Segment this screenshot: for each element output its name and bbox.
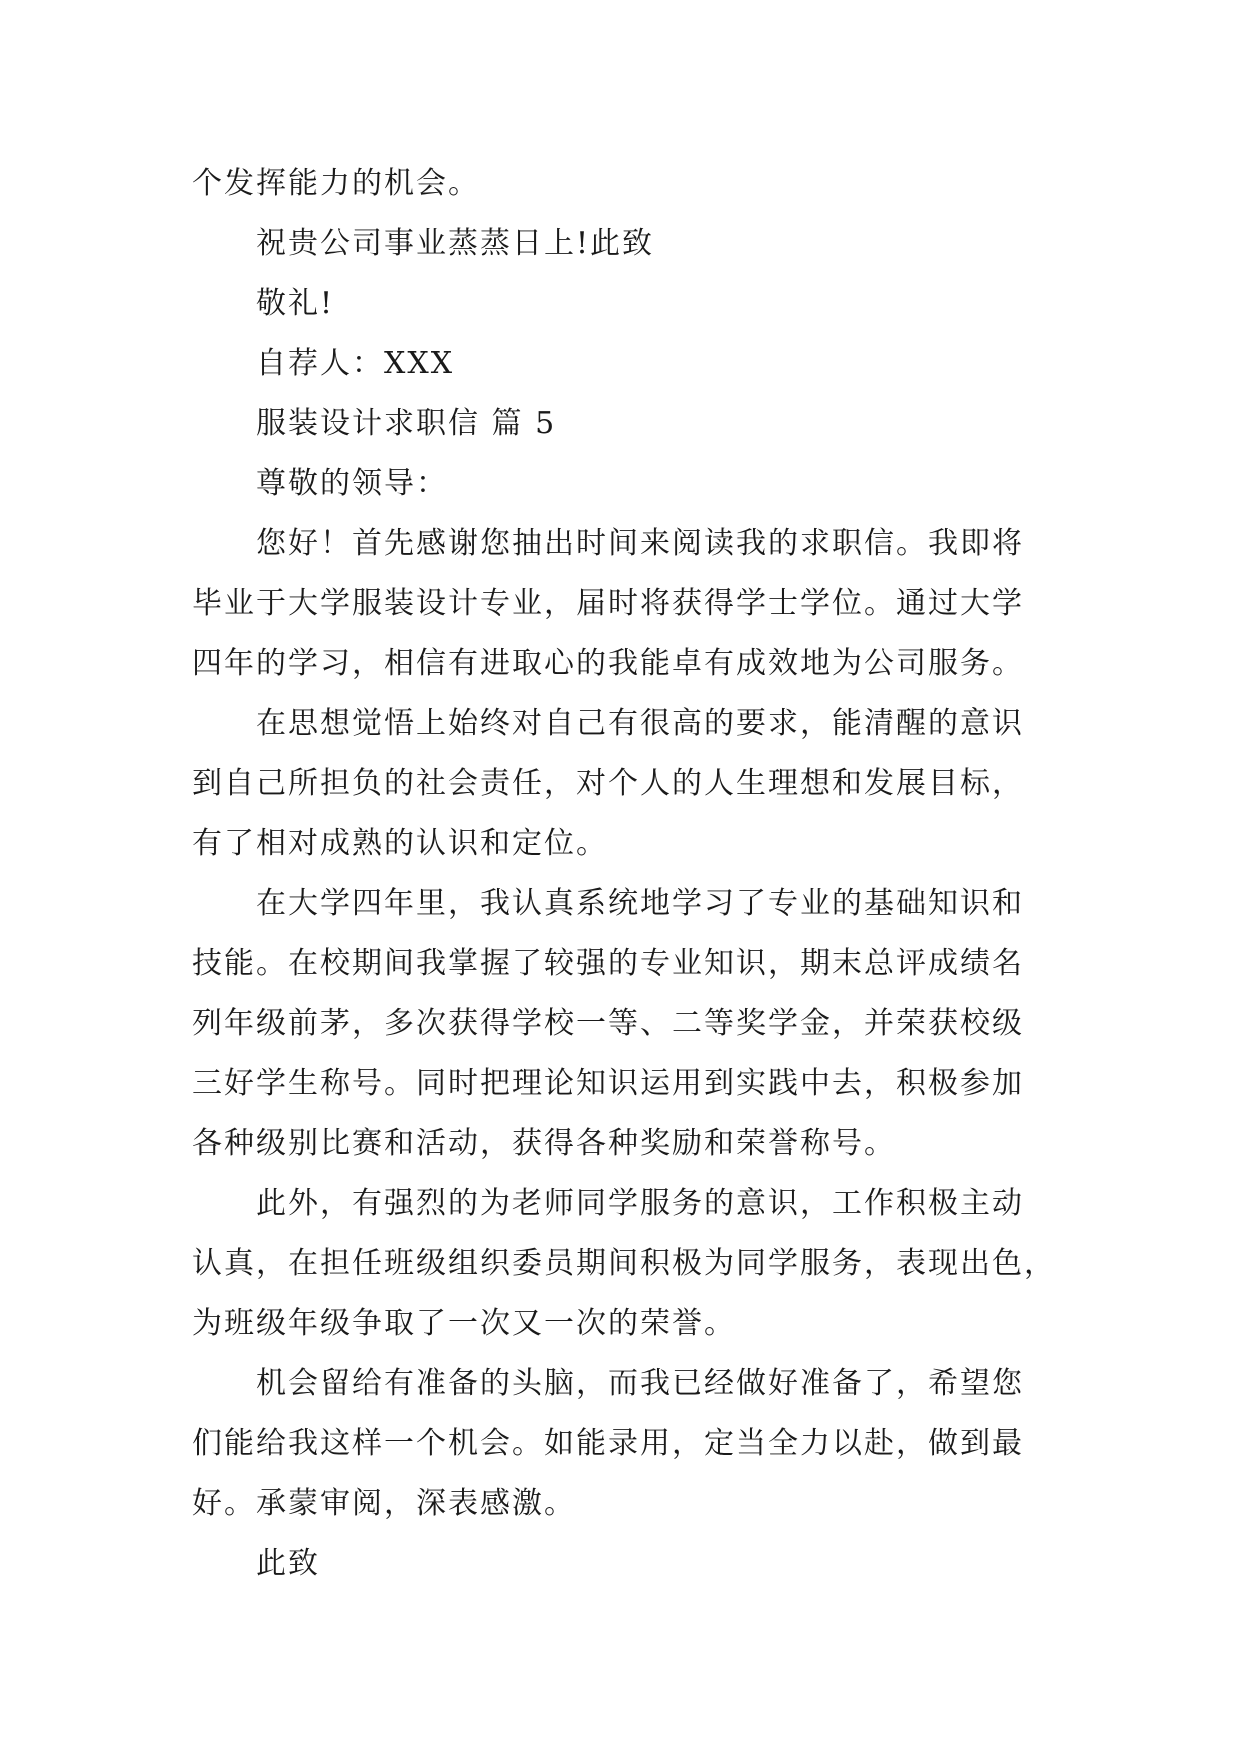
text-line: 祝贵公司事业蒸蒸日上!此致	[256, 226, 655, 261]
text-line: 有了相对成熟的认识和定位。	[192, 826, 608, 861]
text-line: 机会留给有准备的头脑，而我已经做好准备了，希望您	[256, 1366, 1024, 1401]
text-line: 好。承蒙审阅，深表感激。	[192, 1486, 576, 1521]
text-line: 到自己所担负的社会责任，对个人的人生理想和发展目标，	[192, 766, 1024, 801]
text-line: 认真，在担任班级组织委员期间积极为同学服务，表现出色，	[192, 1246, 1056, 1281]
document-body	[192, 154, 1072, 1594]
text-line: 敬礼!	[256, 286, 335, 321]
text-line: 四年的学习，相信有进取心的我能卓有成效地为公司服务。	[192, 646, 1024, 681]
text-line: 尊敬的领导：	[256, 466, 448, 501]
text-line: 您好！首先感谢您抽出时间来阅读我的求职信。我即将	[256, 526, 1024, 561]
text-line: 个发挥能力的机会。	[192, 166, 480, 201]
text-line: 列年级前茅，多次获得学校一等、二等奖学金，并荣获校级	[192, 1006, 1024, 1041]
text-line: 服装设计求职信 篇 5	[256, 406, 557, 441]
text-line: 们能给我这样一个机会。如能录用，定当全力以赴，做到最	[192, 1426, 1024, 1461]
text-line: 在大学四年里，我认真系统地学习了专业的基础知识和	[256, 886, 1024, 921]
text-line: 三好学生称号。同时把理论知识运用到实践中去，积极参加	[192, 1066, 1024, 1101]
text-line: 为班级年级争取了一次又一次的荣誉。	[192, 1306, 736, 1341]
text-line: 毕业于大学服装设计专业，届时将获得学士学位。通过大学	[192, 586, 1024, 621]
text-line: 此致	[256, 1546, 320, 1581]
text-line: 此外，有强烈的为老师同学服务的意识，工作积极主动	[256, 1186, 1024, 1221]
text-line: 技能。在校期间我掌握了较强的专业知识，期末总评成绩名	[192, 946, 1024, 981]
text-line: 在思想觉悟上始终对自己有很高的要求，能清醒的意识	[256, 706, 1024, 741]
text-line: 自荐人：XXX	[256, 346, 455, 381]
text-line: 各种级别比赛和活动，获得各种奖励和荣誉称号。	[192, 1126, 896, 1161]
